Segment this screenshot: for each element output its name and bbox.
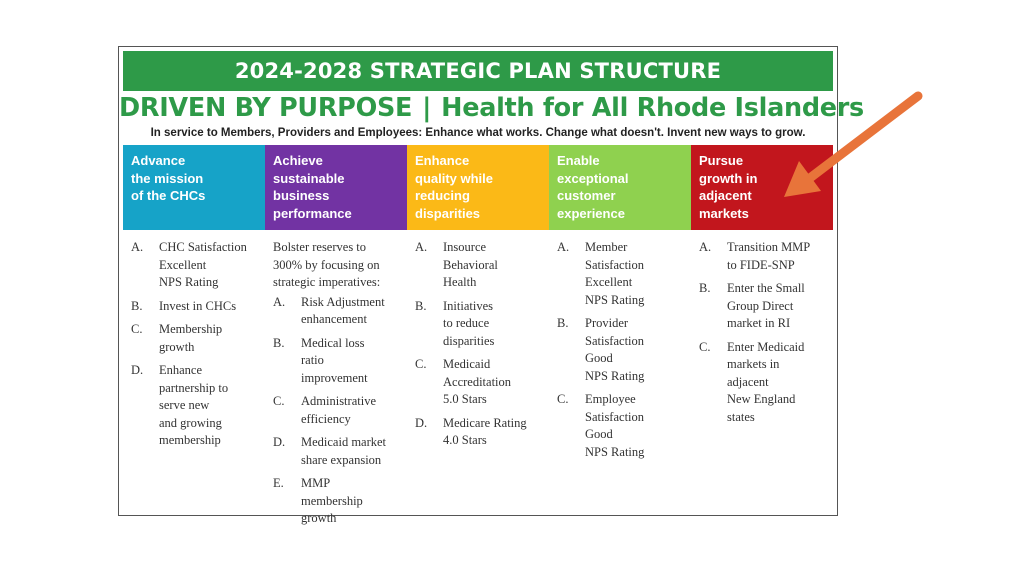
pillar-header-5: Pursue growth in adjacent markets: [691, 145, 833, 230]
list-item-letter: C.: [131, 322, 143, 336]
list-item-text: Enhance partnership to serve new and growing membership: [159, 363, 229, 447]
pillar-header-2: Achieve sustainable business performance: [265, 145, 407, 230]
pillar-header-1: Advance the mission of the CHCs: [123, 145, 265, 230]
list-item-text: Transition MMP to FIDE-SNP: [727, 240, 811, 272]
list-item-letter: A.: [131, 240, 144, 254]
list-item-text: CHC Satisfaction Excellent NPS Rating: [159, 240, 247, 289]
list-item-text: Invest in CHCs: [159, 298, 237, 313]
list-item-text: Employee Satisfaction Good NPS Rating: [585, 392, 645, 459]
list-item-text: Medicaid Accreditation 5.0 Stars: [443, 357, 512, 406]
list-item-text: Initiatives to reduce disparities: [443, 298, 495, 348]
pillar-header-3: Enhance quality while reducing disparities: [407, 145, 549, 230]
list-item-letter: B.: [557, 316, 569, 330]
list-item-text: Enter the Small Group Direct market in RI: [727, 281, 805, 330]
list-item-text: Medical loss ratio improvement: [301, 335, 368, 385]
list-item-letter: D.: [415, 415, 428, 430]
headline-right: Health for All Rhode Islanders: [441, 93, 864, 123]
list-item-letter: B.: [415, 298, 427, 313]
list-item-text: Risk Adjustment enhancement: [301, 294, 385, 326]
pillar-intro: Bolster reserves to 300% by focusing on strategic imperatives:: [273, 240, 381, 289]
list-item-text: MMP membership growth: [301, 476, 363, 525]
list-item-letter: A.: [557, 240, 570, 254]
list-item-text: Membership growth: [159, 322, 223, 354]
list-item-letter: A.: [273, 294, 286, 309]
list-item-letter: B.: [273, 335, 285, 350]
list-item-text: Insource Behavioral Health: [443, 240, 498, 289]
list-item-text: Medicaid market share expansion: [301, 435, 387, 467]
list-item-text: Enter Medicaid markets in adjacent New England states: [727, 339, 805, 424]
list-item-text: Administrative efficiency: [301, 394, 376, 426]
list-item-letter: A.: [415, 240, 428, 254]
tagline: In service to Members, Providers and Employees: Enhance what works. Change what doesn't. Invent new ways to grow.: [150, 127, 806, 139]
list-item-letter: E.: [273, 476, 284, 490]
list-item-letter: C.: [699, 339, 711, 354]
list-item-text: Member Satisfaction Excellent NPS Rating: [585, 240, 645, 307]
headline-left: DRIVEN BY PURPOSE: [119, 93, 413, 123]
headline-separator: |: [422, 93, 432, 123]
list-item-letter: D.: [131, 363, 144, 377]
list-item-letter: B.: [699, 281, 711, 295]
list-item-letter: C.: [273, 394, 285, 408]
list-item-text: Medicare Rating 4.0 Stars: [443, 415, 527, 447]
list-item-letter: D.: [273, 435, 286, 449]
list-item-letter: A.: [699, 240, 712, 254]
list-item-letter: C.: [415, 357, 427, 371]
plan-banner: 2024-2028 STRATEGIC PLAN STRUCTURE: [123, 51, 833, 91]
list-item-letter: B.: [131, 298, 143, 313]
list-item-letter: C.: [557, 392, 569, 406]
list-item-text: Provider Satisfaction Good NPS Rating: [585, 316, 645, 383]
pillar-header-4: Enable exceptional customer experience: [549, 145, 691, 230]
